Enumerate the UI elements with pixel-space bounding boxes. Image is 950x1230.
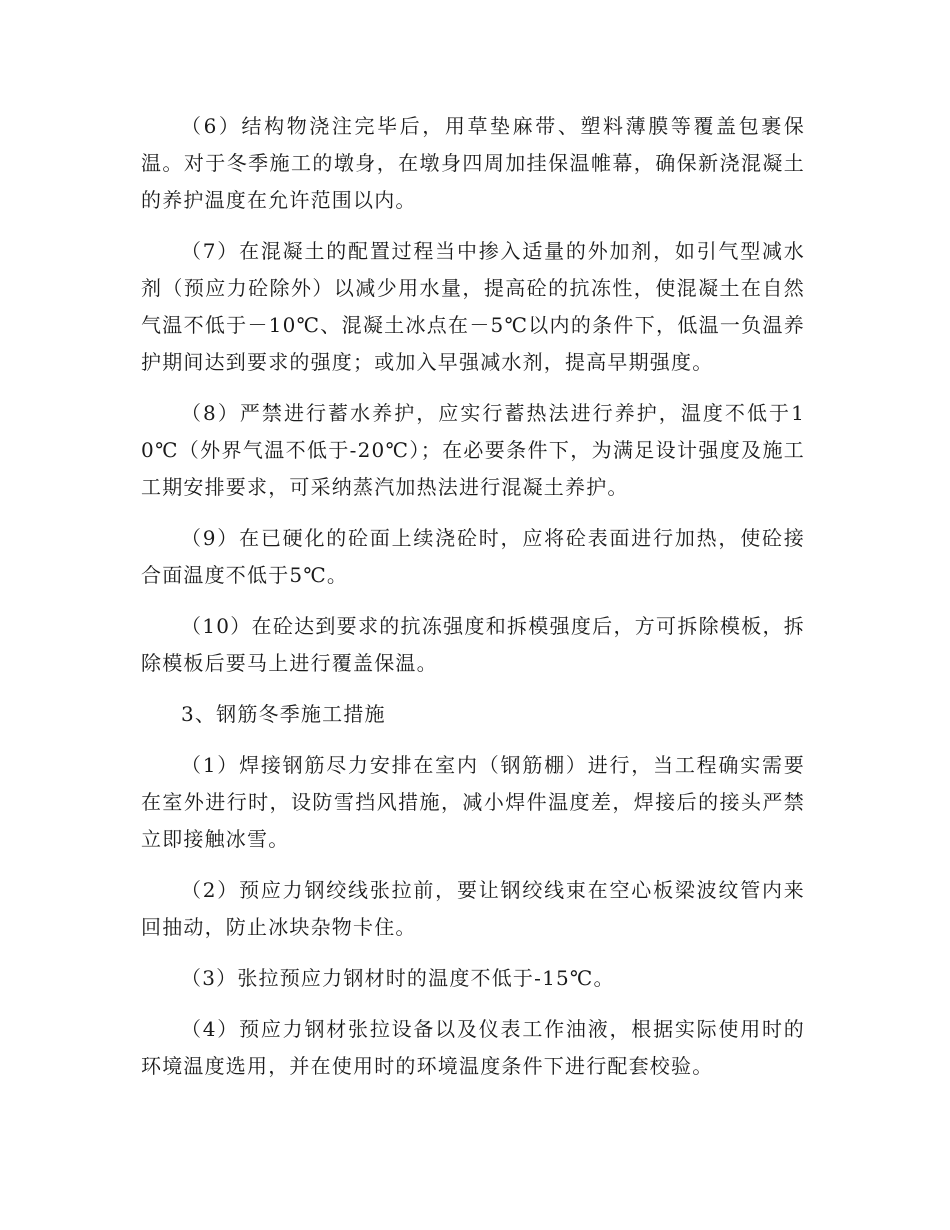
section-paragraph-1: （1）焊接钢筋尽力安排在室内（钢筋棚）进行，当工程确实需要在室外进行时，设防雪挡风措施，减小焊件温度差，焊接后的接头严禁立即接触冰雪。 — [141, 753, 805, 851]
paragraph-9: （9）在已硬化的砼面上续浇砼时，应将砼表面进行加热，使砼接合面温度不低于5℃。 — [141, 526, 805, 587]
document-page — [141, 108, 805, 1099]
section-heading: 3、钢筋冬季施工措施 — [181, 702, 386, 726]
paragraph-8: （8）严禁进行蓄水养护，应实行蓄热法进行养护，温度不低于10℃（外界气温不低于-20℃）；在必要条件下，为满足设计强度及施工工期安排要求，可采纳蒸汽加热法进行混凝土养护。 — [141, 401, 805, 499]
paragraph-10: （10）在砼达到要求的抗冻强度和拆模强度后，方可拆除模板，拆除模板后要马上进行覆盖保温。 — [141, 614, 805, 675]
paragraph-7: （7）在混凝土的配置过程当中掺入适量的外加剂，如引气型减水剂（预应力砼除外）以减少用水量，提高砼的抗冻性，使混凝土在自然气温不低于－10℃、混凝土冰点在－5℃以内的条件下，低温一负温养护期间达到要求的强度；或加入早强减水剂，提高早期强度。 — [141, 239, 805, 374]
section-paragraph-4: （4）预应力钢材张拉设备以及仪表工作油液，根据实际使用时的环境温度选用，并在使用时的环境温度条件下进行配套校验。 — [141, 1017, 805, 1078]
section-paragraph-3: （3）张拉预应力钢材时的温度不低于-15℃。 — [181, 966, 615, 990]
section-paragraph-2: （2）预应力钢绞线张拉前，要让钢绞线束在空心板梁波纹管内来回抽动，防止冰块杂物卡住。 — [141, 878, 805, 939]
paragraph-6: （6）结构物浇注完毕后，用草垫麻带、塑料薄膜等覆盖包裹保温。对于冬季施工的墩身，在墩身四周加挂保温帷幕，确保新浇混凝土的养护温度在允许范围以内。 — [141, 114, 805, 212]
